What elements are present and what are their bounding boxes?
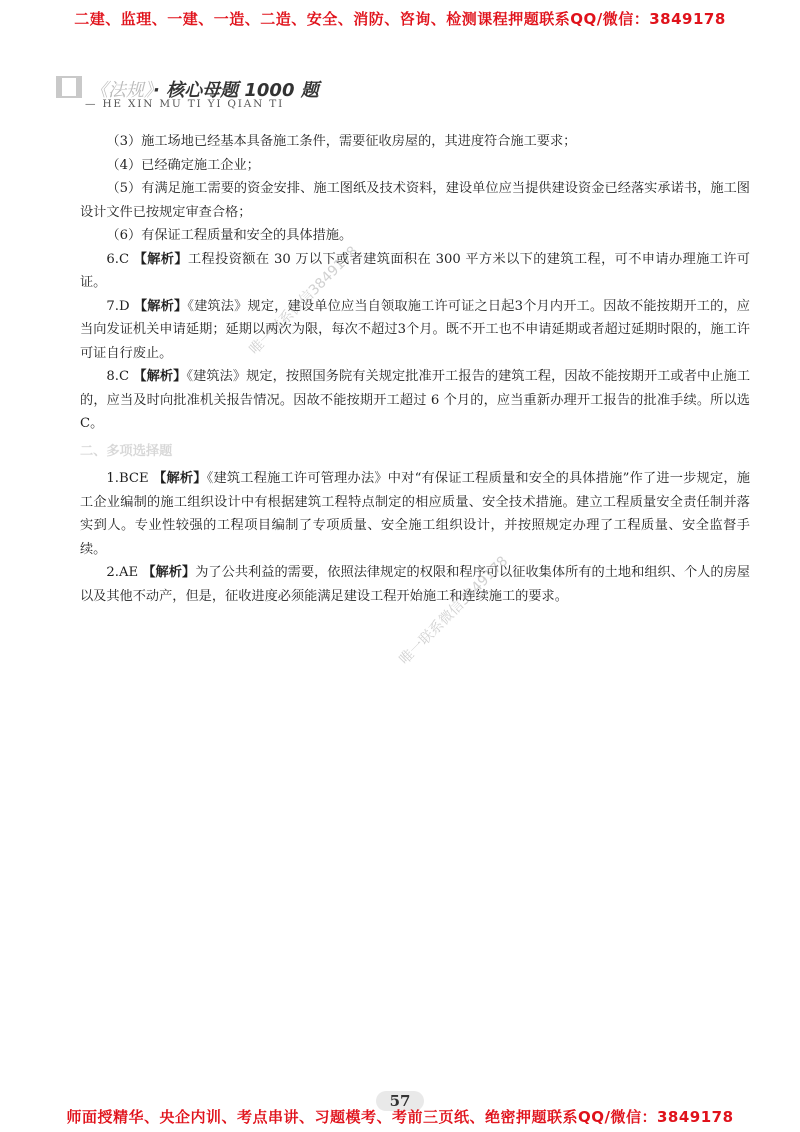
- answer-item: [80, 295, 750, 366]
- answer-key: 1.BCE: [106, 471, 149, 486]
- condition-item: （3）施工场地已经基本具备施工条件，需要征收房屋的，其进度符合施工要求；: [106, 134, 577, 149]
- answer-key: 2.AE: [106, 565, 139, 580]
- answer-text: 《建筑法》规定，按照国务院有关规定批准开工报告的建筑工程，因故不能按期开工或者中止施工的，应当及时向批准机关报告情况。因故不能按期开工超过 6 个月的，应当重新办理开工报告的批准手续。所以选 C。: [80, 369, 751, 431]
- analysis-tag: 【解析】: [133, 369, 187, 384]
- analysis-tag: 【解析】: [153, 471, 207, 486]
- answer-item: [80, 365, 750, 436]
- header-title-law: 《法规》: [90, 80, 153, 101]
- analysis-tag: 【解析】: [142, 565, 196, 580]
- answer-item: [80, 561, 750, 608]
- answer-key: 8.C: [106, 369, 130, 384]
- header-subtitle: — HE XIN MU TI YI QIAN TI: [85, 98, 284, 110]
- book-header: [40, 70, 760, 110]
- answer-key: 7.D: [106, 298, 130, 314]
- answer-text: 工程投资额在 30 万以下或者建筑面积在 300 平方米以下的建筑工程，可不申请办理施工许可证。: [80, 251, 750, 290]
- answer-item: [80, 467, 750, 561]
- watermark: 唯一联系微信3849178: [246, 243, 362, 359]
- header-title-main: · 核心母题 1000 题: [153, 80, 319, 101]
- answer-text: 《建筑工程施工许可管理办法》中对“有保证工程质量和安全的具体措施”作了进一步规定，施工企业编制的施工组织设计中有根据建筑工程特点制定的相应质量、安全技术措施。建立工程质量安全责任制并落实到人。专业性较强的工程项目编制了专项质量、安全施工组织设计，并按照规定办理了工程质量、安全监督手续。: [80, 471, 750, 557]
- bottom-banner: 师面授精华、央企内训、考点串讲、习题模考、考前三页纸、绝密押题联系QQ/微信：3849178: [66, 1108, 734, 1126]
- watermark: 唯一联系微信3849178: [396, 553, 512, 669]
- analysis-tag: 【解析】: [133, 298, 188, 314]
- section-title: 二、多项选择题: [80, 443, 173, 459]
- answer-text: 《建筑法》规定，建设单位应当自领取施工许可证之日起3个月内开工。因故不能按期开工的，应当向发证机关申请延期；延期以两次为限，每次不超过3个月。既不开工也不申请延期或者超过延期时限的，施工许可证自行废止。: [80, 298, 750, 361]
- condition-item: （4）已经确定施工企业；: [106, 157, 260, 173]
- page-content: [80, 130, 750, 608]
- top-banner: 二建、监理、一建、一造、二造、安全、消防、咨询、检测课程押题联系QQ/微信：3849178: [74, 10, 726, 28]
- answer-item: [80, 248, 750, 295]
- answer-text: 为了公共利益的需要，依照法律规定的权限和程序可以征收集体所有的土地和组织、个人的房屋以及其他不动产，但是，征收进度必须能满足建设工程开始施工和连续施工的要求。: [80, 565, 750, 604]
- header-decoration: [56, 76, 82, 98]
- page-number-value: 57: [376, 1091, 425, 1111]
- condition-item: （6）有保证工程质量和安全的具体措施。: [106, 228, 353, 243]
- condition-item: （5）有满足施工需要的资金安排、施工图纸及技术资料，建设单位应当提供建设资金已经落实承诺书，施工图设计文件已按规定审查合格；: [80, 181, 750, 220]
- analysis-tag: 【解析】: [133, 251, 188, 267]
- answer-key: 6.C: [106, 251, 130, 267]
